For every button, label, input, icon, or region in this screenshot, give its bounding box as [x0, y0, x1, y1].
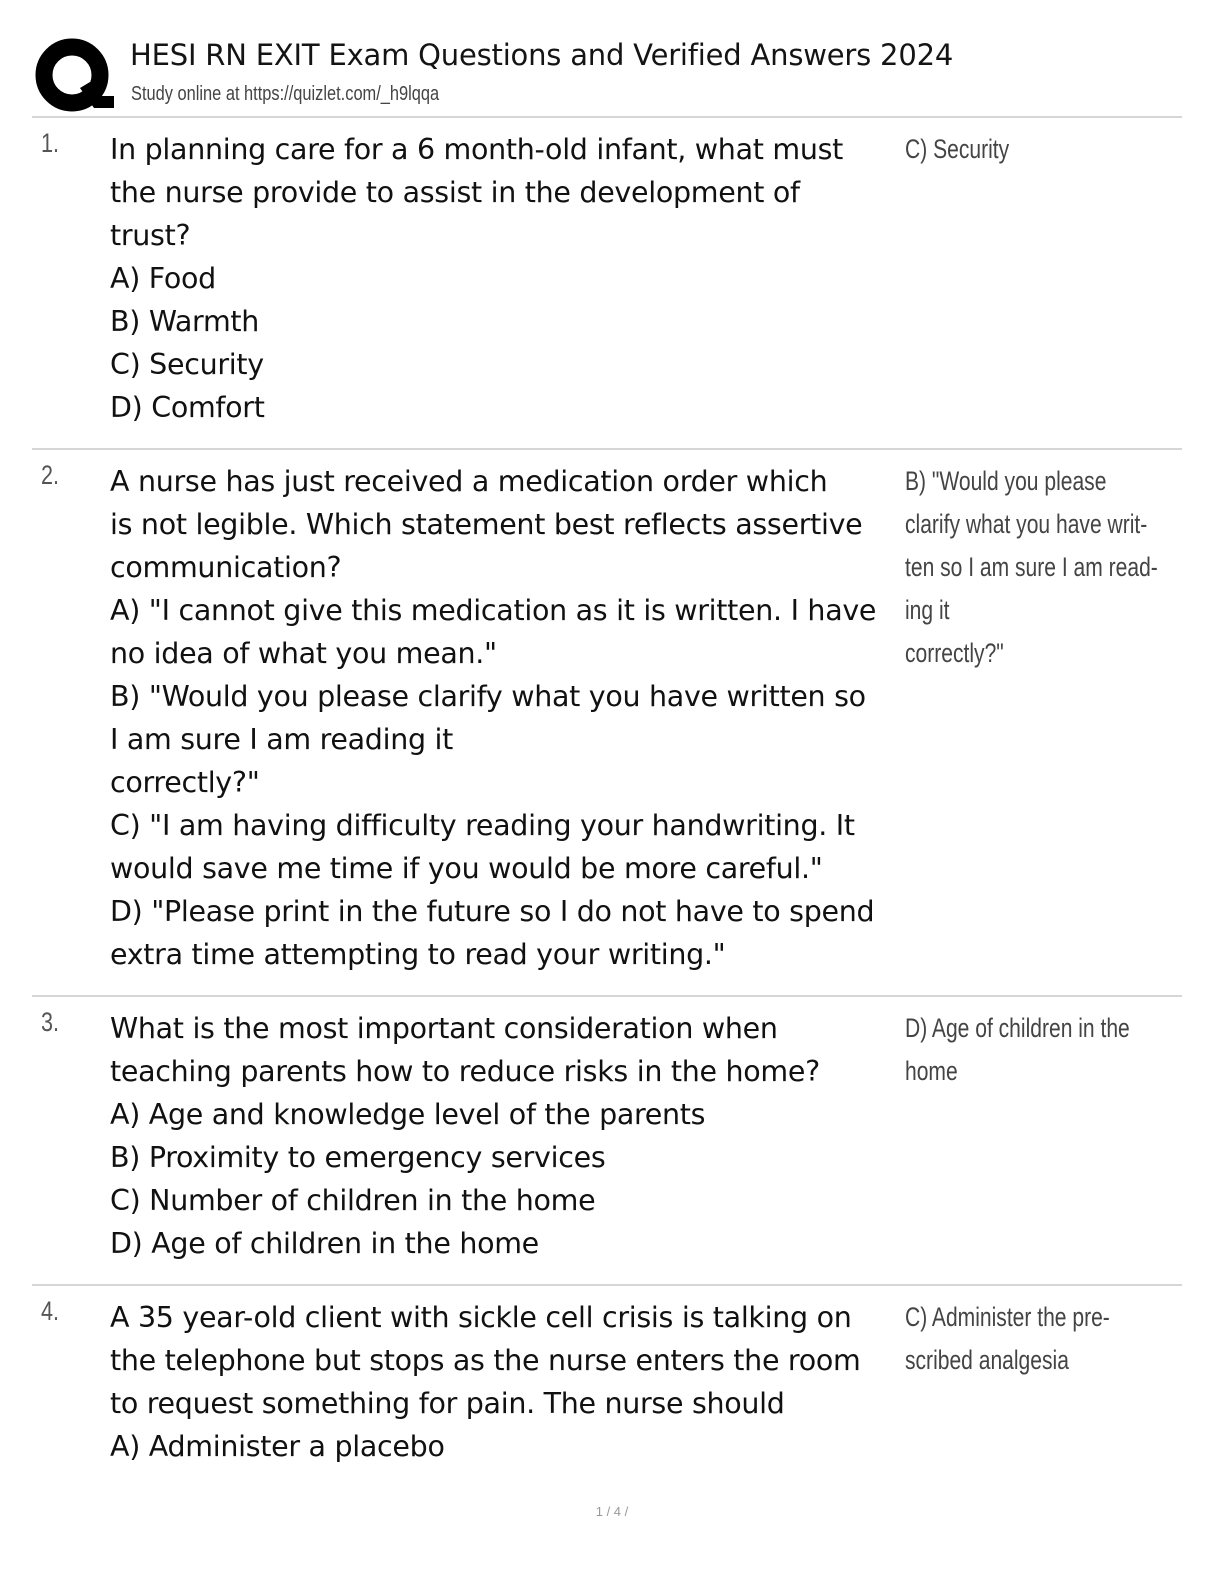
- question-line: to request something for pain. The nurse should: [110, 1387, 785, 1420]
- flashcard-1: [32, 128, 1182, 428]
- flashcard-2: [32, 460, 1182, 980]
- option-b: B) Proximity to emergency services: [110, 1141, 606, 1174]
- option-a: A) "I cannot give this medication as it is written. I have: [110, 594, 877, 627]
- option-b: B) "Would you please clarify what you have written so: [110, 680, 866, 713]
- option-c: C) Security: [110, 348, 264, 381]
- quizlet-logo-icon: [34, 36, 114, 116]
- question-line: communication?: [110, 551, 342, 584]
- question-text: [110, 1296, 910, 1468]
- option-c-continued: would save me time if you would be more careful.": [110, 852, 823, 885]
- option-a: A) Age and knowledge level of the parents: [110, 1098, 706, 1131]
- question-line: What is the most important consideration when: [110, 1012, 778, 1045]
- option-a: A) Food: [110, 262, 216, 295]
- divider: [32, 116, 1182, 118]
- answer-text: [905, 128, 1155, 171]
- answer-line: scribed analgesia: [905, 1345, 1069, 1375]
- question-line: A nurse has just received a medication order which: [110, 465, 828, 498]
- answer-line: ing it: [905, 595, 950, 625]
- answer-text: [905, 1296, 1155, 1382]
- answer-line: C) Security: [905, 134, 1010, 164]
- option-c: C) "I am having difficulty reading your handwriting. It: [110, 809, 855, 842]
- document-title: HESI RN EXIT Exam Questions and Verified Answers 2024: [130, 38, 954, 72]
- card-number: 3.: [41, 1007, 60, 1037]
- flashcard-4: [32, 1296, 1182, 1476]
- answer-text: [905, 1007, 1155, 1093]
- flashcard-3: [32, 1007, 1182, 1272]
- answer-line: B) "Would you please: [905, 466, 1107, 496]
- option-d-continued: extra time attempting to read your writing.": [110, 938, 726, 971]
- divider: [32, 448, 1182, 450]
- answer-line: D) Age of children in the: [905, 1013, 1130, 1043]
- answer-text: [905, 460, 1158, 675]
- divider: [32, 995, 1182, 997]
- option-d: D) Age of children in the home: [110, 1227, 539, 1260]
- document-header: [32, 30, 1182, 116]
- option-b: B) Warmth: [110, 305, 260, 338]
- question-text: [110, 460, 910, 976]
- question-line: the telephone but stops as the nurse enters the room: [110, 1344, 861, 1377]
- option-c: C) Number of children in the home: [110, 1184, 596, 1217]
- question-line: is not legible. Which statement best reflects assertive: [110, 508, 863, 541]
- question-text: [110, 128, 910, 429]
- question-text: [110, 1007, 910, 1265]
- option-b-continued: correctly?": [110, 766, 260, 799]
- question-line: A 35 year-old client with sickle cell crisis is talking on: [110, 1301, 852, 1334]
- question-line: the nurse provide to assist in the development of: [110, 176, 800, 209]
- question-line: In planning care for a 6 month-old infant, what must: [110, 133, 844, 166]
- card-number: 4.: [41, 1296, 60, 1326]
- option-a: A) Administer a placebo: [110, 1430, 445, 1463]
- answer-line: correctly?": [905, 638, 1004, 668]
- page-indicator: 1 / 4 /: [595, 1504, 629, 1519]
- answer-line: clarify what you have writ-: [905, 509, 1148, 539]
- answer-line: ten so I am sure I am read-: [905, 552, 1158, 582]
- option-a-continued: no idea of what you mean.": [110, 637, 497, 670]
- answer-line: home: [905, 1056, 958, 1086]
- question-line: trust?: [110, 219, 191, 252]
- question-line: teaching parents how to reduce risks in the home?: [110, 1055, 820, 1088]
- study-online-link[interactable]: Study online at https://quizlet.com/_h9lqqa: [131, 83, 440, 105]
- divider: [32, 1284, 1182, 1286]
- option-d: D) "Please print in the future so I do not have to spend: [110, 895, 875, 928]
- card-number: 2.: [41, 460, 60, 490]
- answer-line: C) Administer the pre-: [905, 1302, 1110, 1332]
- card-number: 1.: [41, 128, 60, 158]
- option-b-continued: I am sure I am reading it: [110, 723, 454, 756]
- option-d: D) Comfort: [110, 391, 265, 424]
